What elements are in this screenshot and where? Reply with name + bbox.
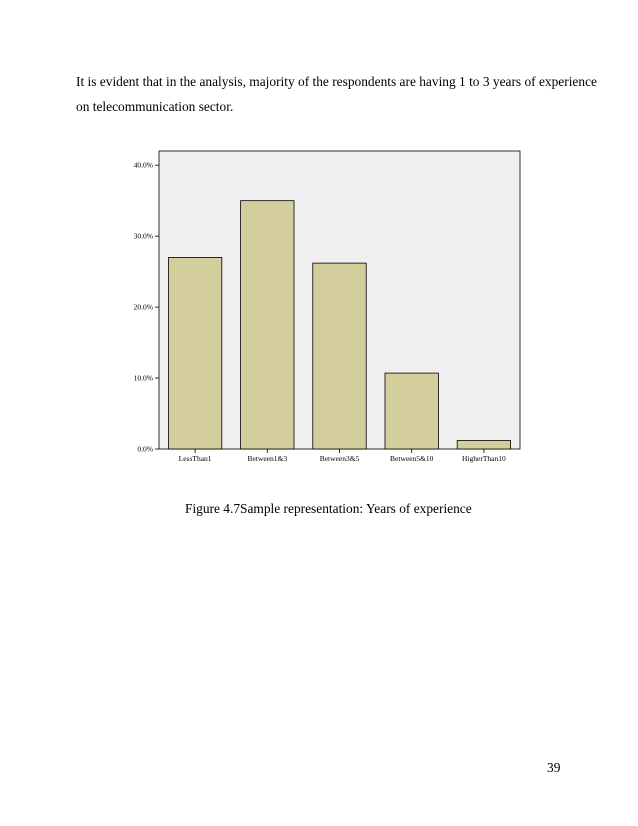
bar	[241, 201, 294, 449]
bar	[313, 263, 366, 449]
y-tick-label: 20.0%	[133, 302, 153, 312]
y-tick-label: 40.0%	[133, 160, 153, 170]
y-tick-label: 30.0%	[133, 231, 153, 241]
figure-caption: Figure 4.7Sample representation: Years of experience	[185, 501, 472, 516]
x-tick-label: Between5&10	[390, 454, 434, 463]
y-tick-label: 10.0%	[133, 373, 153, 383]
bar	[457, 440, 510, 449]
y-tick-label: 0.0%	[137, 444, 153, 454]
x-tick-label: Between1&3	[247, 454, 288, 463]
bar-chart	[110, 140, 530, 480]
x-tick-label: HigherThan10	[462, 454, 506, 463]
bar	[168, 257, 221, 449]
paragraph-line-2: on telecommunication sector.	[76, 99, 234, 114]
x-tick-label: Between3&5	[319, 454, 360, 463]
x-tick-label: LessThan1	[178, 454, 212, 463]
bar	[385, 373, 438, 449]
paragraph-line-1: It is evident that in the analysis, majority of the respondents are having 1 to 3 years of experience	[76, 74, 597, 89]
body-paragraph	[76, 69, 597, 119]
page-number: 39	[547, 760, 561, 775]
